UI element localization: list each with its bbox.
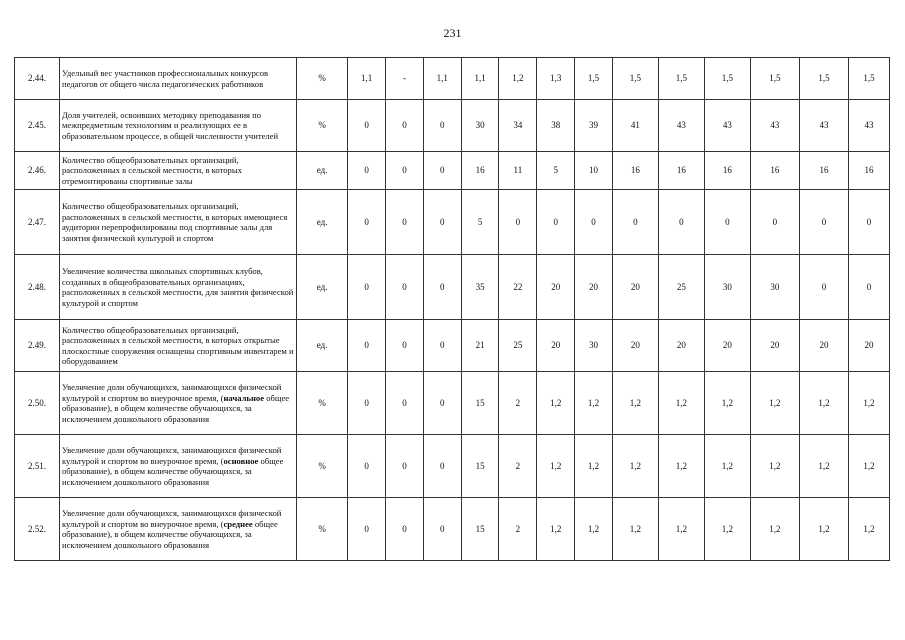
value-cell: 20 — [537, 255, 575, 320]
value-cell: 0 — [386, 498, 424, 561]
value-cell: 0 — [537, 190, 575, 255]
page-number: 231 — [443, 26, 462, 40]
unit-cell: ед. — [297, 255, 348, 320]
value-cell: 2 — [499, 498, 537, 561]
value-cell: 1,2 — [499, 58, 537, 100]
value-cell: 43 — [848, 100, 889, 152]
value-cell: 1,2 — [799, 498, 848, 561]
table-row — [15, 498, 890, 561]
value-cell: 20 — [750, 320, 799, 372]
value-cell: 0 — [386, 435, 424, 498]
value-cell: 0 — [423, 152, 461, 190]
value-cell: 1,5 — [799, 58, 848, 100]
value-cell: - — [386, 58, 424, 100]
value-cell: 0 — [848, 255, 889, 320]
indicator-description: Количество общеобразовательных организаций, расположенных в сельской местности, в которых отремонтированы спортивные залы — [59, 152, 296, 190]
value-cell: 43 — [658, 100, 704, 152]
value-cell: 1,2 — [612, 498, 658, 561]
value-cell: 0 — [386, 320, 424, 372]
value-cell: 1,2 — [575, 372, 613, 435]
row-number: 2.49. — [15, 320, 60, 372]
value-cell: 1,2 — [848, 435, 889, 498]
value-cell: 1,5 — [704, 58, 750, 100]
value-cell: 30 — [575, 320, 613, 372]
value-cell: 25 — [499, 320, 537, 372]
unit-cell: ед. — [297, 320, 348, 372]
value-cell: 41 — [612, 100, 658, 152]
indicator-description: Увеличение доли обучающихся, занимающихся физической культурой и спортом во внеурочное время, (среднее общее образование), в общем количестве обучающихся, за исключением дошкольного образования — [59, 498, 296, 561]
value-cell: 16 — [612, 152, 658, 190]
value-cell: 1,2 — [750, 372, 799, 435]
value-cell: 16 — [704, 152, 750, 190]
value-cell: 0 — [704, 190, 750, 255]
value-cell: 1,2 — [704, 435, 750, 498]
value-cell: 20 — [704, 320, 750, 372]
value-cell: 15 — [461, 372, 499, 435]
value-cell: 0 — [575, 190, 613, 255]
unit-cell: % — [297, 58, 348, 100]
row-number: 2.45. — [15, 100, 60, 152]
value-cell: 1,2 — [848, 498, 889, 561]
indicator-description: Увеличение доли обучающихся, занимающихся физической культурой и спортом во внеурочное время, (основное общее образование), в общем количестве обучающихся, за исключением дошкольного образования — [59, 435, 296, 498]
value-cell: 20 — [799, 320, 848, 372]
indicator-description: Увеличение количества школьных спортивных клубов, созданных в общеобразовательных организациях, расположенных в сельской местности, для занятия физической культурой и спортом — [59, 255, 296, 320]
value-cell: 0 — [348, 435, 386, 498]
value-cell: 20 — [612, 255, 658, 320]
value-cell: 22 — [499, 255, 537, 320]
value-cell: 16 — [750, 152, 799, 190]
indicator-description: Количество общеобразовательных организаций, расположенных в сельской местности, в которых имеющиеся аудитории перепрофилированы под спортивные залы для занятия физической культурой и спортом — [59, 190, 296, 255]
value-cell: 43 — [750, 100, 799, 152]
table-body — [15, 58, 890, 561]
indicator-description: Количество общеобразовательных организаций, расположенных в сельской местности, в которых открытые плоскостные сооружения оснащены спортивным инвентарем и оборудованием — [59, 320, 296, 372]
value-cell: 30 — [704, 255, 750, 320]
table-row — [15, 372, 890, 435]
value-cell: 30 — [750, 255, 799, 320]
value-cell: 1,1 — [461, 58, 499, 100]
value-cell: 43 — [799, 100, 848, 152]
value-cell: 0 — [848, 190, 889, 255]
value-cell: 30 — [461, 100, 499, 152]
value-cell: 0 — [423, 255, 461, 320]
row-number: 2.47. — [15, 190, 60, 255]
value-cell: 0 — [423, 498, 461, 561]
value-cell: 2 — [499, 372, 537, 435]
unit-cell: ед. — [297, 190, 348, 255]
value-cell: 20 — [575, 255, 613, 320]
value-cell: 0 — [658, 190, 704, 255]
value-cell: 1,2 — [799, 435, 848, 498]
value-cell: 1,2 — [575, 435, 613, 498]
unit-cell: ед. — [297, 152, 348, 190]
value-cell: 0 — [423, 320, 461, 372]
value-cell: 11 — [499, 152, 537, 190]
unit-cell: % — [297, 372, 348, 435]
value-cell: 0 — [348, 372, 386, 435]
value-cell: 16 — [461, 152, 499, 190]
value-cell: 0 — [423, 435, 461, 498]
indicator-description: Увеличение доли обучающихся, занимающихся физической культурой и спортом во внеурочное время, (начальное общее образование), в общем количестве обучающихся, за исключением дошкольного образования — [59, 372, 296, 435]
value-cell: 0 — [348, 190, 386, 255]
value-cell: 1,1 — [423, 58, 461, 100]
value-cell: 1,2 — [537, 372, 575, 435]
table-row — [15, 152, 890, 190]
value-cell: 0 — [386, 190, 424, 255]
row-number: 2.44. — [15, 58, 60, 100]
value-cell: 39 — [575, 100, 613, 152]
value-cell: 1,5 — [658, 58, 704, 100]
value-cell: 0 — [423, 372, 461, 435]
row-number: 2.50. — [15, 372, 60, 435]
value-cell: 25 — [658, 255, 704, 320]
value-cell: 0 — [348, 152, 386, 190]
value-cell: 20 — [537, 320, 575, 372]
table-row — [15, 100, 890, 152]
value-cell: 0 — [423, 190, 461, 255]
value-cell: 5 — [461, 190, 499, 255]
value-cell: 1,2 — [704, 372, 750, 435]
indicators-table — [14, 57, 890, 561]
value-cell: 0 — [348, 498, 386, 561]
table-row — [15, 255, 890, 320]
value-cell: 1,2 — [612, 372, 658, 435]
row-number: 2.52. — [15, 498, 60, 561]
value-cell: 1,2 — [612, 435, 658, 498]
table-row — [15, 320, 890, 372]
value-cell: 15 — [461, 435, 499, 498]
value-cell: 20 — [848, 320, 889, 372]
value-cell: 0 — [386, 372, 424, 435]
value-cell: 0 — [423, 100, 461, 152]
indicator-description: Доля учителей, освоивших методику преподавания по межпредметным технологиям и реализующих ее в образовательном процессе, в общей численности учителей — [59, 100, 296, 152]
value-cell: 0 — [499, 190, 537, 255]
value-cell: 0 — [799, 190, 848, 255]
value-cell: 1,2 — [848, 372, 889, 435]
value-cell: 15 — [461, 498, 499, 561]
value-cell: 20 — [612, 320, 658, 372]
value-cell: 16 — [848, 152, 889, 190]
row-number: 2.51. — [15, 435, 60, 498]
value-cell: 1,2 — [799, 372, 848, 435]
table-row — [15, 435, 890, 498]
value-cell: 1,2 — [658, 372, 704, 435]
value-cell: 1,5 — [612, 58, 658, 100]
value-cell: 1,2 — [704, 498, 750, 561]
row-number: 2.48. — [15, 255, 60, 320]
table-row — [15, 58, 890, 100]
value-cell: 1,2 — [537, 498, 575, 561]
unit-cell: % — [297, 498, 348, 561]
value-cell: 0 — [386, 152, 424, 190]
value-cell: 1,2 — [658, 498, 704, 561]
value-cell: 10 — [575, 152, 613, 190]
value-cell: 0 — [386, 100, 424, 152]
value-cell: 5 — [537, 152, 575, 190]
row-number: 2.46. — [15, 152, 60, 190]
value-cell: 1,5 — [848, 58, 889, 100]
value-cell: 0 — [750, 190, 799, 255]
value-cell: 1,1 — [348, 58, 386, 100]
value-cell: 35 — [461, 255, 499, 320]
value-cell: 1,2 — [750, 435, 799, 498]
value-cell: 0 — [612, 190, 658, 255]
value-cell: 20 — [658, 320, 704, 372]
value-cell: 16 — [799, 152, 848, 190]
value-cell: 0 — [386, 255, 424, 320]
value-cell: 34 — [499, 100, 537, 152]
value-cell: 1,5 — [750, 58, 799, 100]
value-cell: 1,2 — [750, 498, 799, 561]
unit-cell: % — [297, 100, 348, 152]
value-cell: 2 — [499, 435, 537, 498]
value-cell: 0 — [348, 100, 386, 152]
unit-cell: % — [297, 435, 348, 498]
value-cell: 16 — [658, 152, 704, 190]
value-cell: 43 — [704, 100, 750, 152]
indicator-description: Удельный вес участников профессиональных конкурсов педагогов от общего числа педагогических работников — [59, 58, 296, 100]
value-cell: 38 — [537, 100, 575, 152]
value-cell: 0 — [348, 320, 386, 372]
table-row — [15, 190, 890, 255]
value-cell: 1,2 — [575, 498, 613, 561]
value-cell: 0 — [348, 255, 386, 320]
value-cell: 1,2 — [658, 435, 704, 498]
value-cell: 1,3 — [537, 58, 575, 100]
value-cell: 1,2 — [537, 435, 575, 498]
value-cell: 21 — [461, 320, 499, 372]
value-cell: 1,5 — [575, 58, 613, 100]
value-cell: 0 — [799, 255, 848, 320]
